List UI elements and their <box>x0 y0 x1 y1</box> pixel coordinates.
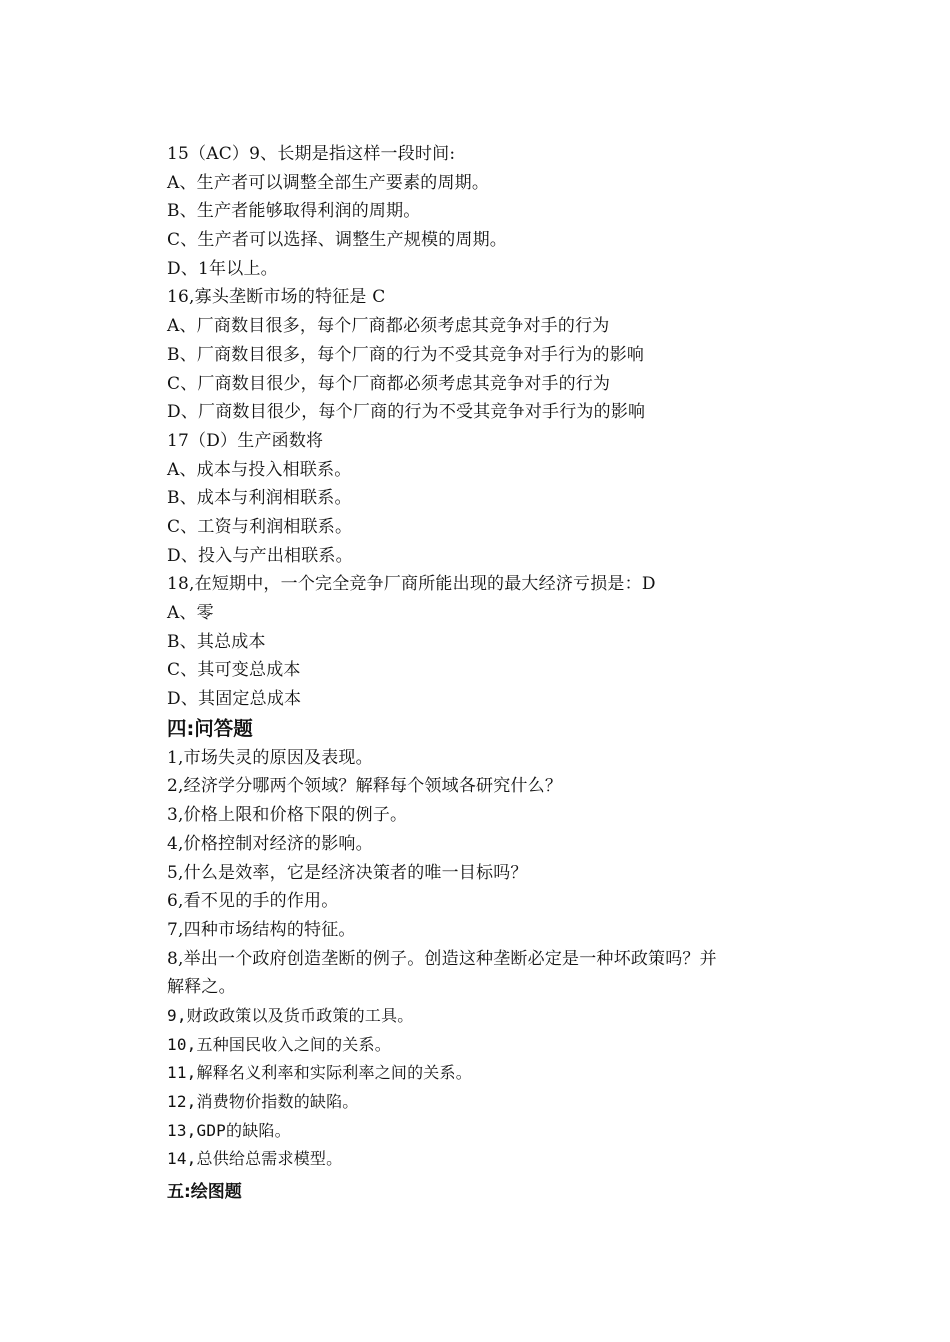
question-stem: 16,寡头垄断市场的特征是 C <box>167 287 386 308</box>
question-stem: 17（D）生产函数将 <box>167 430 324 451</box>
option-c: C、生产者可以选择、调整生产规模的周期。 <box>167 230 508 251</box>
list-item: 13,GDP的缺陷。 <box>167 1120 291 1140</box>
option-a: A、零 <box>167 603 214 623</box>
option-b: B、其总成本 <box>167 631 266 652</box>
list-item-continuation: 解释之。 <box>167 977 236 998</box>
option-a: A、成本与投入相联系。 <box>167 459 352 480</box>
option-c: C、工资与利润相联系。 <box>167 516 353 537</box>
list-item: 10,五种国民收入之间的关系。 <box>167 1034 391 1054</box>
option-a: A、厂商数目很多，每个厂商都必须考虑其竞争对手的行为 <box>167 316 610 337</box>
option-c: C、其可变总成本 <box>167 660 301 681</box>
section-4-heading: 四:问答题 <box>167 716 253 740</box>
list-item: 14,总供给总需求模型。 <box>167 1149 343 1169</box>
option-d: D、1年以上。 <box>167 258 278 279</box>
list-item: 4,价格控制对经济的影响。 <box>167 833 373 854</box>
document-page <box>167 140 807 1208</box>
list-item: 6,看不见的手的作用。 <box>167 891 339 912</box>
option-b: B、生产者能够取得利润的周期。 <box>167 201 421 222</box>
list-item: 8,举出一个政府创造垄断的例子。创造这种垄断必定是一种坏政策吗？并 <box>167 948 717 969</box>
option-a: A、生产者可以调整全部生产要素的周期。 <box>167 172 490 193</box>
question-17 <box>167 427 807 570</box>
section-5-heading: 五:绘图题 <box>167 1182 242 1203</box>
list-item: 3,价格上限和价格下限的例子。 <box>167 805 408 826</box>
section-4-list <box>167 744 807 1174</box>
list-item: 7,四种市场结构的特征。 <box>167 919 356 940</box>
option-b: B、厂商数目很多，每个厂商的行为不受其竞争对手行为的影响 <box>167 344 645 365</box>
option-c: C、厂商数目很少，每个厂商都必须考虑其竞争对手的行为 <box>167 373 611 394</box>
list-item: 9,财政政策以及货币政策的工具。 <box>167 1005 414 1025</box>
question-18 <box>167 570 807 713</box>
question-stem: 15（AC）9、长期是指这样一段时间: <box>167 144 456 164</box>
question-16 <box>167 283 807 426</box>
option-d: D、投入与产出相联系。 <box>167 545 353 566</box>
list-item: 2,经济学分哪两个领域？解释每个领域各研究什么？ <box>167 776 563 797</box>
list-item: 5,什么是效率，它是经济决策者的唯一目标吗？ <box>167 862 528 883</box>
list-item: 1,市场失灵的原因及表现。 <box>167 747 373 768</box>
question-15 <box>167 140 807 283</box>
option-d: D、厂商数目很少，每个厂商的行为不受其竞争对手行为的影响 <box>167 402 646 423</box>
question-stem: 18,在短期中，一个完全竞争厂商所能出现的最大经济亏损是：D <box>167 574 656 595</box>
list-item: 12,消费物价指数的缺陷。 <box>167 1092 359 1111</box>
option-d: D、其固定总成本 <box>167 689 302 710</box>
option-b: B、成本与利润相联系。 <box>167 488 352 509</box>
list-item: 11,解释名义利率和实际利率之间的关系。 <box>167 1063 472 1083</box>
